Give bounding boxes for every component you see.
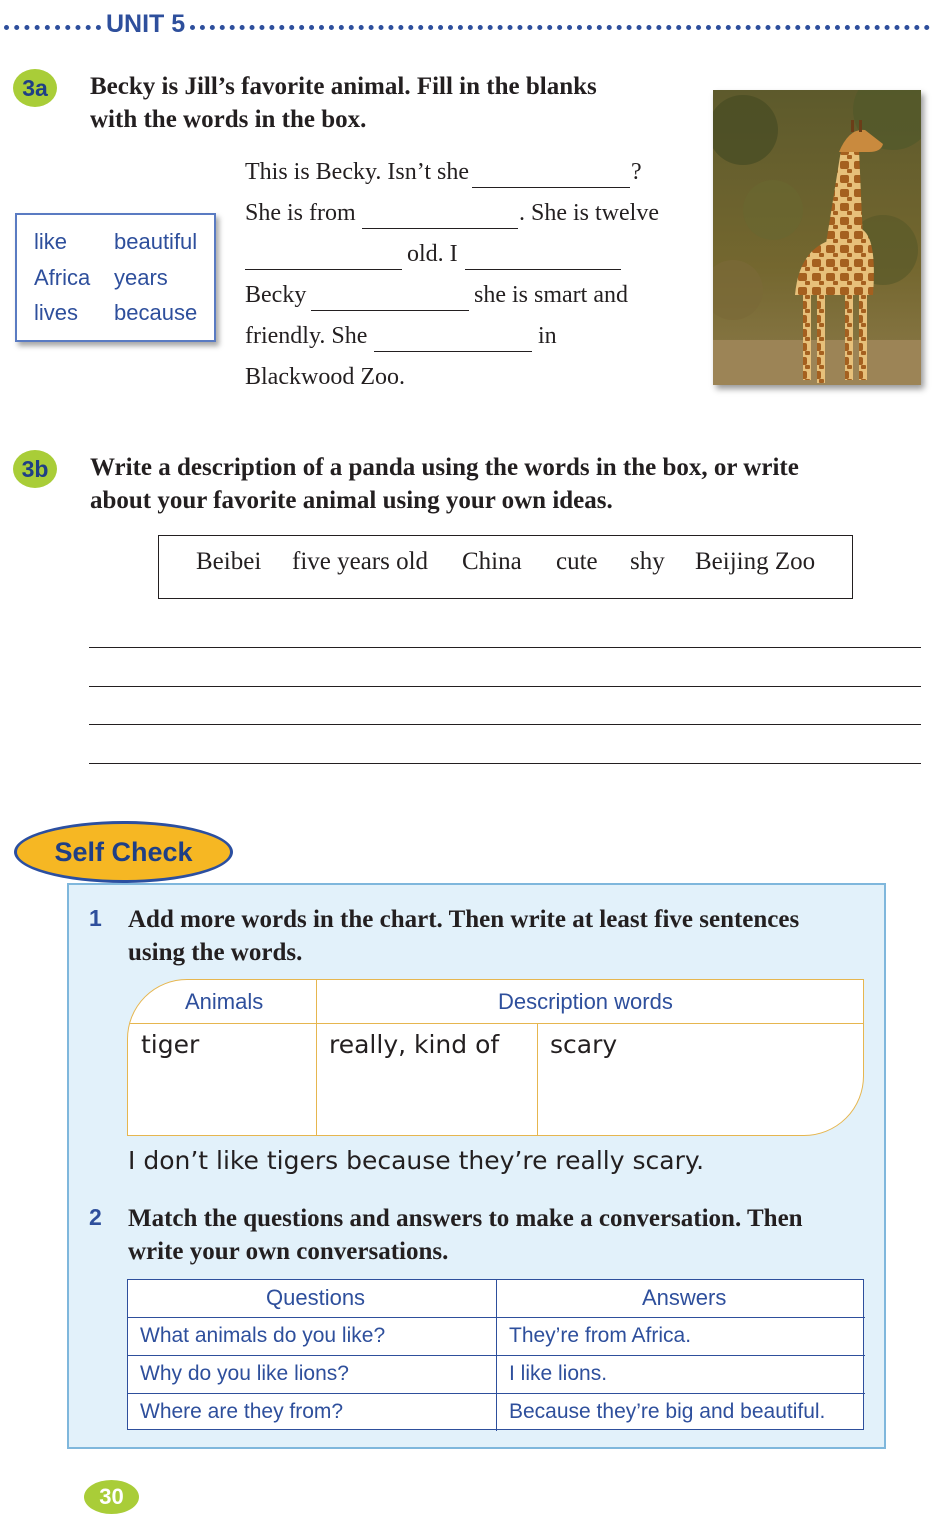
self-check-badge	[14, 821, 233, 883]
answer-cell[interactable]: Because they’re big and beautiful.	[509, 1400, 826, 1423]
section-3b-instruction-line1: Write a description of a panda using the words in the box, or write	[90, 454, 799, 481]
chart-cell[interactable]: scary	[550, 1030, 618, 1059]
chart-divider	[316, 980, 317, 1136]
word-box-item: Beijing Zoo	[695, 548, 816, 575]
item1-instruction-line2: using the words.	[128, 939, 303, 966]
item-number: 1	[89, 905, 102, 931]
item2-instruction-line1: Match the questions and answers to make a conversation. Then	[128, 1205, 803, 1232]
giraffe-icon	[713, 90, 921, 385]
passage-text: . She is twelve	[519, 200, 659, 226]
section-3a-instruction-line1: Becky is Jill’s favorite animal. Fill in the blanks	[90, 73, 597, 100]
item1-instruction-line1: Add more words in the chart. Then write at least five sentences	[128, 906, 800, 933]
chart-header-description: Description words	[498, 989, 673, 1014]
question-cell[interactable]: Where are they from?	[140, 1400, 344, 1423]
header-dotted-rule-right	[190, 25, 930, 30]
chart-cell[interactable]: really, kind of	[329, 1030, 500, 1059]
header-dotted-rule-left	[4, 25, 101, 30]
fill-blank-2[interactable]	[362, 228, 518, 229]
word-box-item: years	[114, 265, 168, 290]
answer-cell[interactable]: They’re from Africa.	[509, 1324, 692, 1347]
table-header-questions: Questions	[266, 1285, 366, 1310]
chart-cell[interactable]: tiger	[141, 1030, 200, 1059]
example-sentence: I don’t like tigers because they’re really scary.	[128, 1146, 705, 1175]
giraffe-photo	[713, 90, 921, 385]
table-header-answers: Answers	[642, 1285, 727, 1310]
section-3b-instruction-line2: about your favorite animal using your own ideas.	[90, 487, 613, 514]
word-box-3a	[15, 213, 216, 342]
unit-title: UNIT 5	[106, 10, 186, 38]
fill-blank-5[interactable]	[311, 310, 469, 311]
fill-blank-1[interactable]	[472, 187, 630, 188]
passage-text: This is Becky. Isn’t she	[245, 159, 469, 185]
question-cell[interactable]: Why do you like lions?	[140, 1362, 349, 1385]
passage-text: She is from	[245, 200, 356, 226]
writing-line[interactable]	[89, 724, 921, 725]
answer-cell[interactable]: I like lions.	[509, 1362, 608, 1385]
passage-text: ?	[631, 159, 642, 185]
item2-instruction-line2: write your own conversations.	[128, 1238, 449, 1265]
chart-header-animals: Animals	[185, 989, 264, 1014]
section-3b-badge: 3b	[13, 450, 57, 488]
word-box-item: because	[114, 300, 198, 325]
word-box-item: like	[34, 229, 68, 254]
writing-line[interactable]	[89, 763, 921, 764]
word-box-item: Africa	[34, 265, 91, 290]
passage-text: Becky	[245, 282, 307, 308]
page-number: 30	[84, 1480, 139, 1514]
match-table	[127, 1279, 864, 1430]
writing-line[interactable]	[89, 647, 921, 648]
word-box-item: five years old	[292, 548, 429, 575]
fill-blank-6[interactable]	[374, 351, 532, 352]
description-chart	[127, 979, 864, 1136]
chart-divider	[128, 1023, 864, 1024]
word-box-item: beautiful	[114, 229, 198, 254]
writing-line[interactable]	[89, 686, 921, 687]
section-3a-badge: 3a	[13, 69, 57, 107]
section-3a-instruction-line2: with the words in the box.	[90, 106, 367, 133]
passage-text: old. I	[407, 241, 458, 267]
item-number: 2	[89, 1204, 102, 1230]
word-box-item: lives	[34, 300, 79, 325]
word-box-item: Beibei	[196, 548, 262, 575]
passage-text: friendly. She	[245, 323, 368, 349]
fill-blank-4[interactable]	[465, 269, 621, 270]
passage-text: she is smart and	[474, 282, 628, 308]
question-cell[interactable]: What animals do you like?	[140, 1324, 386, 1347]
chart-divider	[537, 1023, 538, 1136]
word-box-item: shy	[630, 548, 665, 575]
word-box-item: cute	[556, 548, 598, 575]
word-box-item: China	[462, 548, 522, 575]
table-divider	[496, 1280, 497, 1431]
fill-blank-3[interactable]	[245, 269, 402, 270]
passage-text: in	[538, 323, 557, 349]
passage-text: Blackwood Zoo.	[245, 364, 405, 390]
self-check-title: Self Check	[54, 836, 193, 867]
